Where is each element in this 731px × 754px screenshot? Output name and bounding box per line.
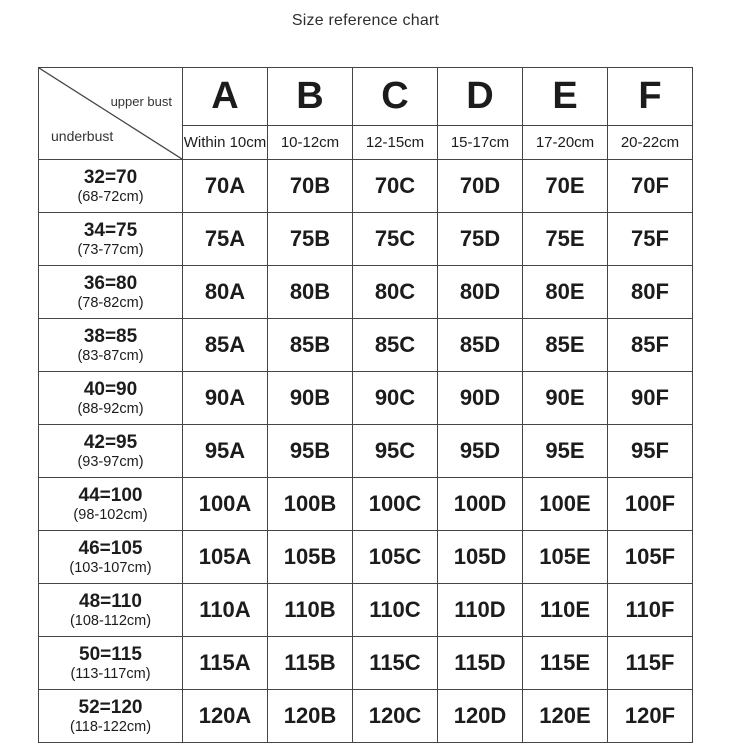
- bust-diff-header-E: 17-20cm: [523, 126, 608, 160]
- size-cell-120B: 120B: [268, 690, 353, 743]
- size-cell-75B: 75B: [268, 213, 353, 266]
- size-cell-115A: 115A: [183, 637, 268, 690]
- size-cell-85E: 85E: [523, 319, 608, 372]
- size-cm-range-text: (118-122cm): [69, 718, 152, 735]
- bust-diff-header-F: 20-22cm: [608, 126, 693, 160]
- underbust-size-label: [39, 637, 183, 690]
- size-cell-90B: 90B: [268, 372, 353, 425]
- underbust-size-label: [39, 319, 183, 372]
- size-cell-105D: 105D: [438, 531, 523, 584]
- cup-letter-header-F: F: [608, 68, 693, 126]
- size-cell-80D: 80D: [438, 266, 523, 319]
- underbust-size-label: [39, 478, 183, 531]
- size-cell-115F: 115F: [608, 637, 693, 690]
- size-equivalence-text: 50=115: [79, 644, 142, 666]
- size-cm-range-text: (78-82cm): [77, 294, 144, 311]
- underbust-size-label: [39, 160, 183, 213]
- table-body: [39, 160, 693, 743]
- size-cell-100F: 100F: [608, 478, 693, 531]
- size-equivalence-text: 48=110: [79, 591, 142, 613]
- size-cell-105B: 105B: [268, 531, 353, 584]
- size-row-44: [39, 478, 693, 531]
- size-equivalence-text: 44=100: [78, 485, 143, 507]
- size-cell-80F: 80F: [608, 266, 693, 319]
- size-reference-table: [38, 67, 693, 743]
- size-cell-120C: 120C: [353, 690, 438, 743]
- size-cell-70E: 70E: [523, 160, 608, 213]
- size-cell-95B: 95B: [268, 425, 353, 478]
- underbust-size-label: [39, 213, 183, 266]
- size-cell-120F: 120F: [608, 690, 693, 743]
- size-cell-70D: 70D: [438, 160, 523, 213]
- size-cell-95E: 95E: [523, 425, 608, 478]
- size-cell-70C: 70C: [353, 160, 438, 213]
- size-cell-120E: 120E: [523, 690, 608, 743]
- size-equivalence-text: 34=75: [83, 220, 138, 242]
- size-equivalence-text: 46=105: [78, 538, 143, 560]
- table-header: [39, 68, 693, 160]
- cup-letter-header-D: D: [438, 68, 523, 126]
- size-cell-90A: 90A: [183, 372, 268, 425]
- size-cm-range-text: (68-72cm): [77, 188, 144, 205]
- size-cell-110C: 110C: [353, 584, 438, 637]
- size-cell-110F: 110F: [608, 584, 693, 637]
- size-cell-120A: 120A: [183, 690, 268, 743]
- cup-letter-row: [39, 68, 693, 126]
- size-cell-100D: 100D: [438, 478, 523, 531]
- size-cell-85B: 85B: [268, 319, 353, 372]
- size-cell-100E: 100E: [523, 478, 608, 531]
- size-cell-80C: 80C: [353, 266, 438, 319]
- size-row-40: [39, 372, 693, 425]
- size-cell-90D: 90D: [438, 372, 523, 425]
- bust-diff-header-A: Within 10cm: [183, 126, 268, 160]
- size-cm-range-text: (93-97cm): [77, 453, 144, 470]
- underbust-size-label: [39, 425, 183, 478]
- size-row-42: [39, 425, 693, 478]
- diagonal-divider-line: [39, 68, 182, 159]
- size-cell-115D: 115D: [438, 637, 523, 690]
- underbust-size-label: [39, 531, 183, 584]
- size-cell-120D: 120D: [438, 690, 523, 743]
- size-cm-range-text: (73-77cm): [77, 241, 144, 258]
- size-cell-75A: 75A: [183, 213, 268, 266]
- size-cm-range-text: (103-107cm): [69, 559, 152, 576]
- size-cell-105F: 105F: [608, 531, 693, 584]
- size-cell-115B: 115B: [268, 637, 353, 690]
- size-cell-110E: 110E: [523, 584, 608, 637]
- underbust-size-label: [39, 690, 183, 743]
- size-equivalence-text: 32=70: [83, 167, 138, 189]
- size-cell-110B: 110B: [268, 584, 353, 637]
- size-cell-85A: 85A: [183, 319, 268, 372]
- size-cell-75C: 75C: [353, 213, 438, 266]
- size-cm-range-text: (113-117cm): [70, 665, 151, 682]
- size-cell-100B: 100B: [268, 478, 353, 531]
- size-cell-80A: 80A: [183, 266, 268, 319]
- size-equivalence-text: 42=95: [83, 432, 138, 454]
- size-cell-75D: 75D: [438, 213, 523, 266]
- size-cell-75E: 75E: [523, 213, 608, 266]
- corner-header-cell: [39, 68, 183, 160]
- size-cell-110D: 110D: [438, 584, 523, 637]
- size-row-50: [39, 637, 693, 690]
- size-cell-110A: 110A: [183, 584, 268, 637]
- upper-bust-label: upper bust: [110, 94, 172, 109]
- size-cell-90E: 90E: [523, 372, 608, 425]
- underbust-size-label: [39, 372, 183, 425]
- size-cell-70B: 70B: [268, 160, 353, 213]
- size-cell-95C: 95C: [353, 425, 438, 478]
- size-cm-range-text: (108-112cm): [69, 612, 152, 629]
- size-cell-85D: 85D: [438, 319, 523, 372]
- size-cell-95D: 95D: [438, 425, 523, 478]
- underbust-size-label: [39, 266, 183, 319]
- size-cell-80E: 80E: [523, 266, 608, 319]
- size-cell-105A: 105A: [183, 531, 268, 584]
- cup-letter-header-C: C: [353, 68, 438, 126]
- size-equivalence-text: 38=85: [83, 326, 138, 348]
- cup-letter-header-A: A: [183, 68, 268, 126]
- cup-letter-header-B: B: [268, 68, 353, 126]
- cup-letter-header-E: E: [523, 68, 608, 126]
- bust-diff-header-D: 15-17cm: [438, 126, 523, 160]
- size-cm-range-text: (88-92cm): [77, 400, 144, 417]
- size-cell-70F: 70F: [608, 160, 693, 213]
- size-cell-115C: 115C: [353, 637, 438, 690]
- bust-diff-header-B: 10-12cm: [268, 126, 353, 160]
- size-row-52: [39, 690, 693, 743]
- size-cell-80B: 80B: [268, 266, 353, 319]
- bust-diff-header-C: 12-15cm: [353, 126, 438, 160]
- size-cell-105E: 105E: [523, 531, 608, 584]
- size-equivalence-text: 52=120: [78, 697, 143, 719]
- size-cell-115E: 115E: [523, 637, 608, 690]
- size-row-32: [39, 160, 693, 213]
- size-row-48: [39, 584, 693, 637]
- underbust-label: underbust: [51, 128, 114, 144]
- size-cell-100C: 100C: [353, 478, 438, 531]
- size-row-38: [39, 319, 693, 372]
- size-cm-range-text: (83-87cm): [77, 347, 144, 364]
- size-equivalence-text: 40=90: [83, 379, 138, 401]
- size-cell-85C: 85C: [353, 319, 438, 372]
- size-row-36: [39, 266, 693, 319]
- size-cell-105C: 105C: [353, 531, 438, 584]
- size-cell-70A: 70A: [183, 160, 268, 213]
- size-equivalence-text: 36=80: [83, 273, 138, 295]
- size-cell-75F: 75F: [608, 213, 693, 266]
- size-cell-85F: 85F: [608, 319, 693, 372]
- page-title: Size reference chart: [291, 12, 440, 29]
- size-cell-90C: 90C: [353, 372, 438, 425]
- size-cell-95F: 95F: [608, 425, 693, 478]
- size-row-34: [39, 213, 693, 266]
- size-cell-100A: 100A: [183, 478, 268, 531]
- size-cm-range-text: (98-102cm): [73, 506, 148, 523]
- size-cell-90F: 90F: [608, 372, 693, 425]
- size-row-46: [39, 531, 693, 584]
- underbust-size-label: [39, 584, 183, 637]
- size-cell-95A: 95A: [183, 425, 268, 478]
